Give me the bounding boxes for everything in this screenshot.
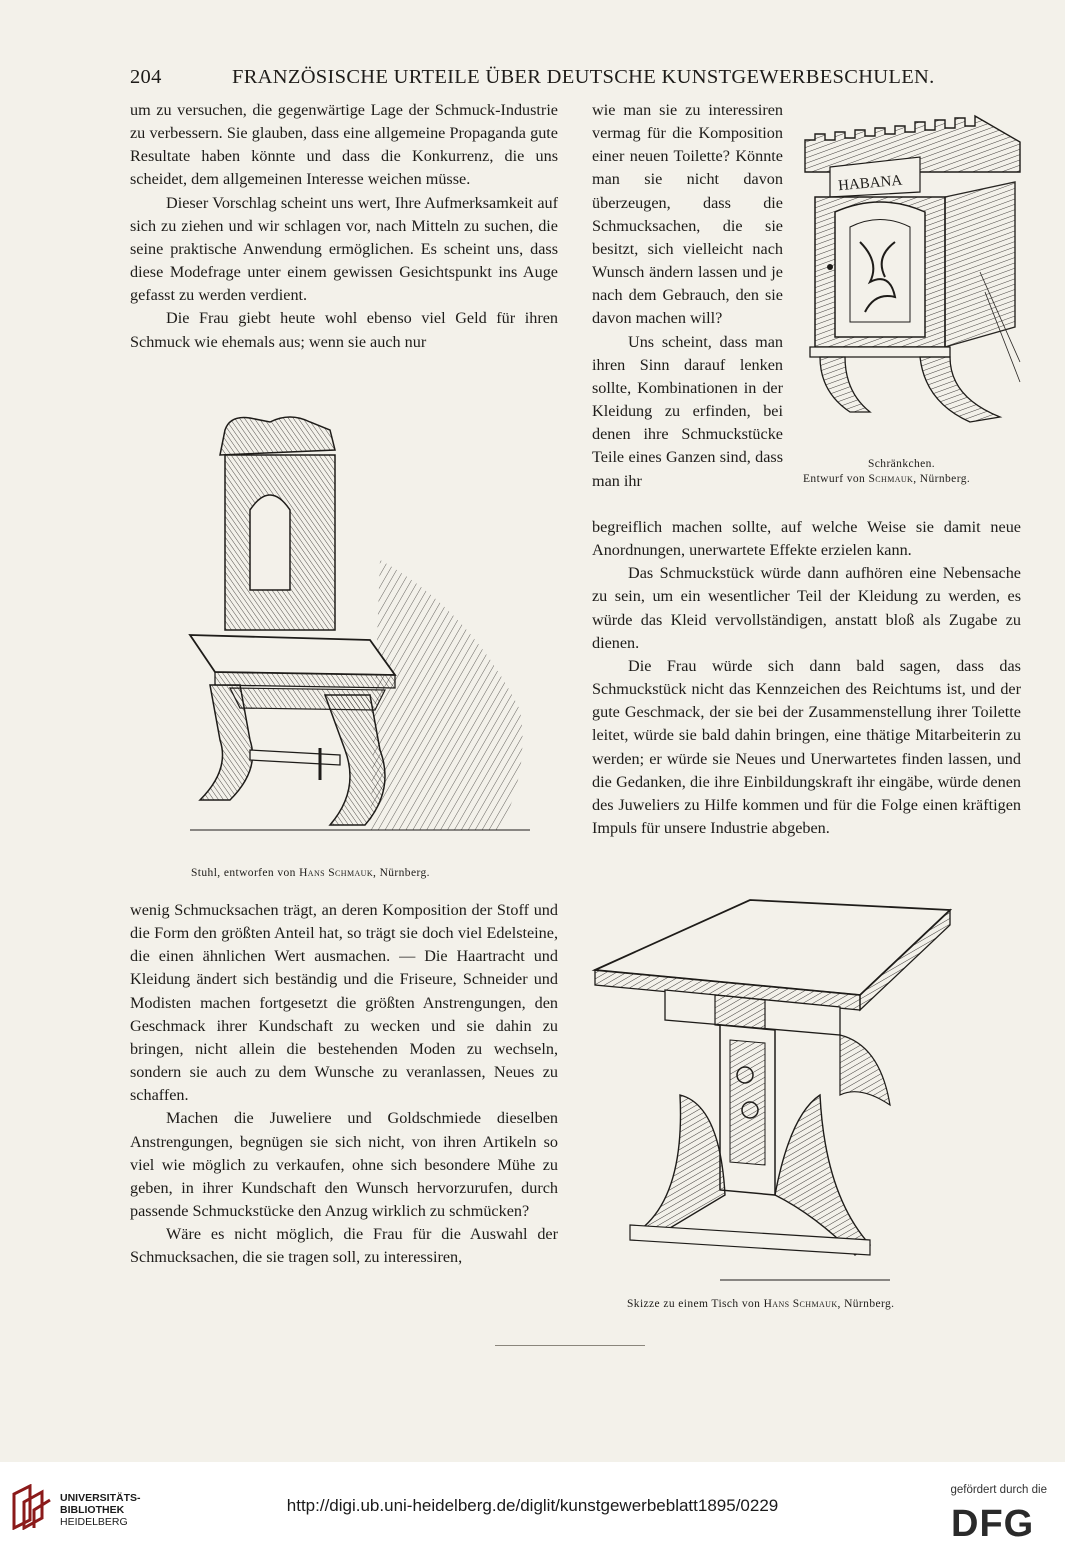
page-number: 204 (130, 66, 162, 88)
paragraph: Uns scheint, dass man ihren Sinn darauf lenken sollte, Kombinationen in der Kleidung zu erfinden, bei denen ihre Schmuckstücke Teile eines Ganzen sind, dass man ihr (592, 332, 783, 490)
paragraph: Wäre es nicht möglich, die Frau für die Auswahl der Schmucksachen, die sie tragen soll, zu interessiren, (130, 1225, 558, 1267)
paragraph: Das Schmuckstück würde dann aufhören eine Nebensache zu sein, um ein wesentlicher Teil der Kleidung zu werden, es würde das Kleid vervollständigen, anstatt bloß als Zugabe zu dienen. (592, 564, 1021, 652)
paragraph: wie man sie zu interessiren vermag für die Komposition einer neuen Toilette? Könnte man sie nicht davon überzeugen, dass die Schmucksachen, die sie besitzt, sich vielleicht nach Wunsch ändern lassen und je nach dem Gebrauch, den sie davon machen will? (592, 101, 783, 328)
dfg-logo-icon (949, 1504, 1049, 1540)
paragraph: Dieser Vorschlag scheint uns wert, Ihre Aufmerksamkeit auf sich zu ziehen und wir schlagen vor, nach Mitteln zu suchen, die seine praktische Anwendung ermöglichen. Es scheint uns, dass diese Modefrage unter einem gewissen Gesichtspunkt ins Auge gefasst zu werden verdient. (130, 193, 558, 305)
digitization-footer (0, 1462, 1065, 1550)
table-caption: Skizze zu einem Tisch von Hans Schmauk, Nürnberg. (627, 1298, 895, 1310)
running-title: FRANZÖSISCHE URTEILE ÜBER DEUTSCHE KUNSTGEWERBESCHULEN. (232, 66, 935, 88)
paragraph: wenig Schmucksachen trägt, an deren Komposition der Stoff und die Form den größten Anteil hat, so trägt sie doch viel Edelsteine, die einen ähnlichen Wert ausmachen. — Die Haartracht und Kleidung ändert sich beständig und die Friseure, Schneider und Modisten machen fortgesetzt die größten Anstrengungen, den Geschmack ihrer Kundschaft zu wecken und sie dahin zu bringen, nicht allein die bestehenden Moden zu wechseln, sondern sie auch zu dem Wunsche zu veranlassen, Neues zu schaffen. (130, 901, 558, 1105)
cabinet-illustration (800, 112, 1025, 452)
paragraph: um zu versuchen, die gegenwärtige Lage der Schmuck-Industrie zu verbessern. Sie glauben, dass eine allgemeine Propaganda gute Resultate haben könnte und dass die Konkurrenz, die uns scheidet, dem allgemeinen Interesse weichen müsse. (130, 101, 558, 189)
table-illustration (590, 895, 990, 1285)
paragraph: begreiflich machen sollte, auf welche Weise sie damit neue Anordnungen, unerwartete Effekte erzielen kann. (592, 518, 1021, 560)
cabinet-sign-text: HABANA (837, 172, 903, 195)
chair-caption: Stuhl, entworfen von Hans Schmauk, Nürnberg. (191, 867, 430, 879)
source-url-link[interactable]: http://digi.ub.uni-heidelberg.de/diglit/kunstgewerbeblatt1895/0229 (286, 1496, 779, 1515)
chair-illustration (170, 410, 540, 840)
right-column-narrow-text (592, 99, 783, 493)
right-column-wide-text (592, 516, 1021, 840)
paragraph: Die Frau würde sich dann bald sagen, dass das Schmuckstück nicht das Kennzeichen des Reichtums ist, und der gute Geschmack, der sie bei der Zusammenstellung ihrer Toilette leitet, würde sie bald dahin bringen, eine thätige Mitarbeiterin zu werden; er würde sie Neues und Unerwartetes finden lassen, und die Gedanken, die ihre Einbildungskraft ihr eingäbe, würde denen des Juweliers zu Hilfe kommen und für die Folge einen kräftigen Impuls für unsere Industrie abgeben. (592, 656, 1021, 838)
left-column-top-text (130, 99, 558, 354)
paragraph: Die Frau giebt heute wohl ebenso viel Geld für ihren Schmuck wie ehemals aus; wenn sie auch nur (130, 309, 558, 351)
left-column-bottom-text (130, 899, 558, 1270)
running-header (130, 62, 1018, 96)
cabinet-caption-title: Schränkchen. (868, 458, 936, 470)
university-library-name: UNIVERSITÄTS- BIBLIOTHEK HEIDELBERG (60, 1492, 141, 1528)
section-divider (495, 1345, 645, 1346)
funding-note: gefördert durch die (950, 1484, 1047, 1496)
paragraph: Machen die Juweliere und Goldschmiede dieselben Anstrengungen, begnügen sie sich nicht, von ihren Artikeln so viel wie möglich zu verkaufen, ohne sich besondere Mühe zu geben, in ihrer Kundschaft den Wunsch hervorzurufen, durch passende Schmuckstücke den Anzug wirklich zu schmücken? (130, 1109, 558, 1221)
svg-text:DFG: DFG (951, 1504, 1035, 1540)
cabinet-caption-credit: Entwurf von Schmauk, Nürnberg. (803, 473, 971, 485)
